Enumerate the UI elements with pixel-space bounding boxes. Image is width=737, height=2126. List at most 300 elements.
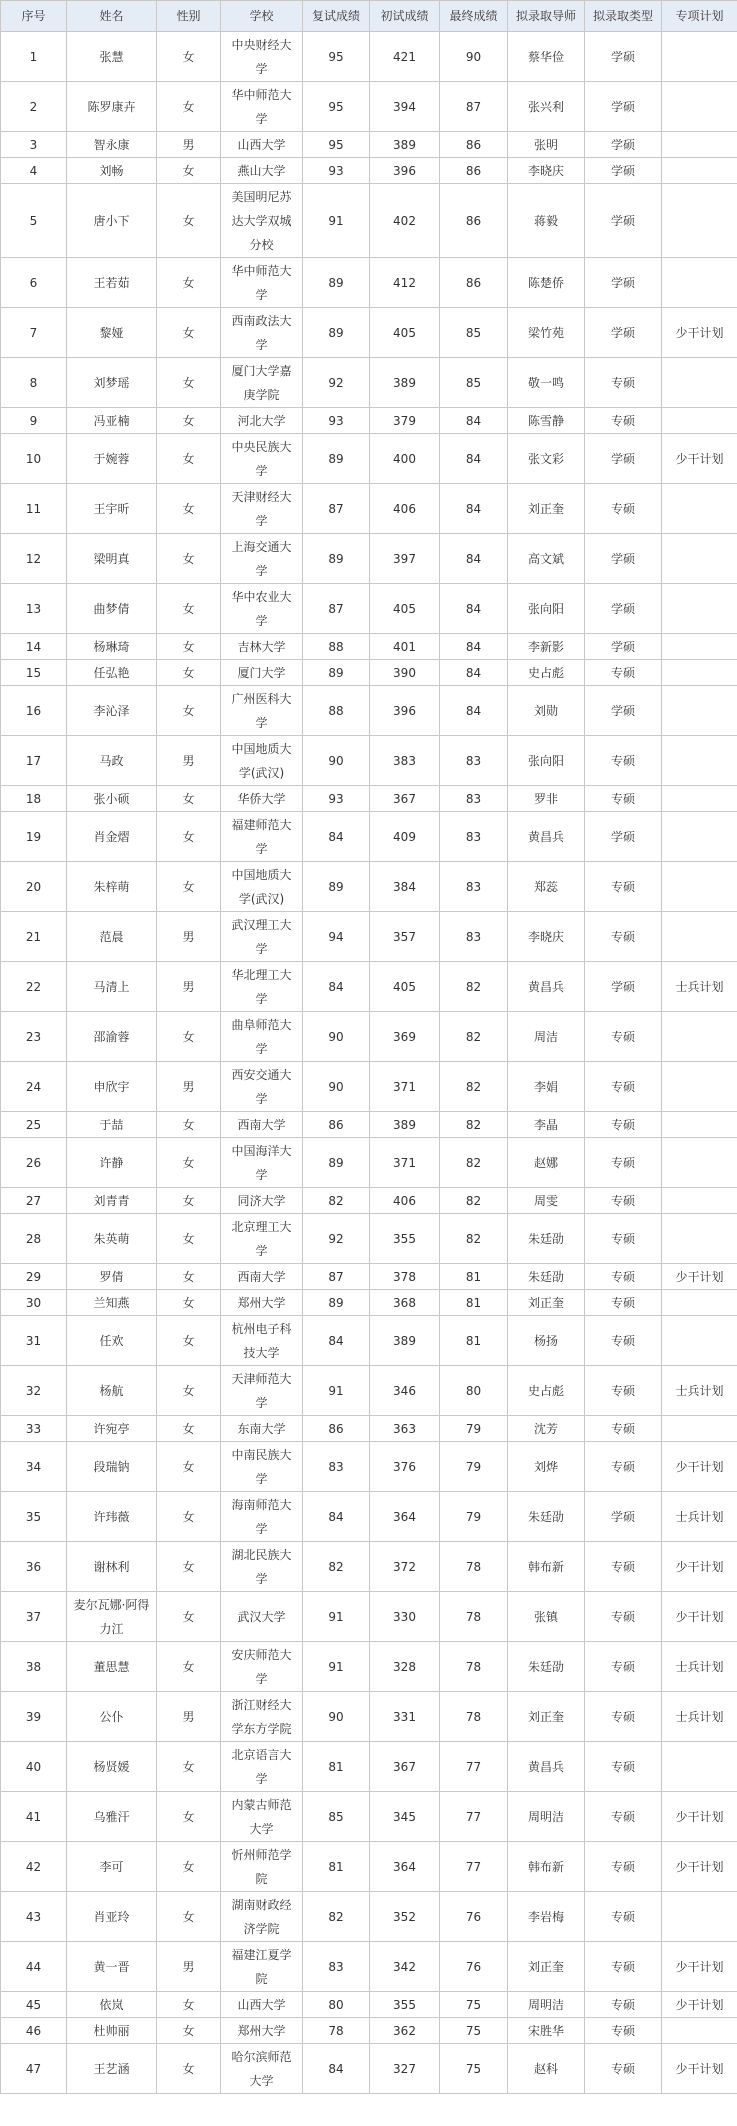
cell-retest: 89 <box>303 862 370 912</box>
cell-retest: 94 <box>303 912 370 962</box>
cell-initial: 409 <box>370 812 440 862</box>
cell-name: 依岚 <box>67 1992 157 2018</box>
cell-initial: 389 <box>370 1316 440 1366</box>
cell-initial: 369 <box>370 1012 440 1062</box>
header-school: 学校 <box>221 1 303 32</box>
cell-retest: 87 <box>303 484 370 534</box>
cell-initial: 342 <box>370 1942 440 1992</box>
cell-gender: 女 <box>157 484 221 534</box>
cell-no: 12 <box>1 534 67 584</box>
cell-retest: 95 <box>303 132 370 158</box>
cell-initial: 357 <box>370 912 440 962</box>
cell-school: 山西大学 <box>221 132 303 158</box>
cell-advisor: 沈芳 <box>508 1416 585 1442</box>
cell-retest: 82 <box>303 1542 370 1592</box>
table-row <box>1 962 737 1012</box>
cell-school: 广州医科大学 <box>221 686 303 736</box>
cell-initial: 371 <box>370 1138 440 1188</box>
table-row <box>1 1264 737 1290</box>
cell-name: 刘青青 <box>67 1188 157 1214</box>
cell-advisor: 张兴利 <box>508 82 585 132</box>
cell-advisor: 韩布新 <box>508 1842 585 1892</box>
cell-school: 华中师范大学 <box>221 258 303 308</box>
cell-initial: 368 <box>370 1290 440 1316</box>
cell-plan: 少干计划 <box>662 308 737 358</box>
cell-initial: 406 <box>370 484 440 534</box>
table-row <box>1 2018 737 2044</box>
cell-type: 专硕 <box>585 1012 662 1062</box>
cell-retest: 86 <box>303 1112 370 1138</box>
table-row <box>1 132 737 158</box>
header-advisor: 拟录取导师 <box>508 1 585 32</box>
cell-name: 许宛亭 <box>67 1416 157 1442</box>
cell-final: 78 <box>440 1642 508 1692</box>
cell-final: 86 <box>440 132 508 158</box>
cell-retest: 87 <box>303 1264 370 1290</box>
cell-initial: 328 <box>370 1642 440 1692</box>
cell-final: 78 <box>440 1592 508 1642</box>
cell-no: 19 <box>1 812 67 862</box>
cell-retest: 90 <box>303 1692 370 1742</box>
cell-name: 于喆 <box>67 1112 157 1138</box>
cell-school: 东南大学 <box>221 1416 303 1442</box>
table-row <box>1 1792 737 1842</box>
cell-final: 79 <box>440 1416 508 1442</box>
cell-type: 学硕 <box>585 308 662 358</box>
cell-school: 郑州大学 <box>221 1290 303 1316</box>
cell-initial: 405 <box>370 584 440 634</box>
cell-school: 海南师范大学 <box>221 1492 303 1542</box>
cell-school: 武汉大学 <box>221 1592 303 1642</box>
cell-name: 李沁泽 <box>67 686 157 736</box>
cell-gender: 女 <box>157 1112 221 1138</box>
cell-retest: 88 <box>303 686 370 736</box>
cell-advisor: 赵科 <box>508 2044 585 2094</box>
cell-plan <box>662 812 737 862</box>
cell-final: 84 <box>440 686 508 736</box>
cell-retest: 91 <box>303 184 370 258</box>
table-row <box>1 82 737 132</box>
cell-gender: 男 <box>157 912 221 962</box>
cell-gender: 女 <box>157 1264 221 1290</box>
cell-plan <box>662 1290 737 1316</box>
cell-initial: 378 <box>370 1264 440 1290</box>
cell-plan <box>662 634 737 660</box>
cell-initial: 406 <box>370 1188 440 1214</box>
cell-type: 专硕 <box>585 1992 662 2018</box>
cell-retest: 95 <box>303 82 370 132</box>
cell-initial: 327 <box>370 2044 440 2094</box>
cell-name: 冯亚楠 <box>67 408 157 434</box>
cell-retest: 91 <box>303 1592 370 1642</box>
cell-advisor: 梁竹苑 <box>508 308 585 358</box>
header-initial: 初试成绩 <box>370 1 440 32</box>
cell-school: 厦门大学 <box>221 660 303 686</box>
cell-school: 天津财经大学 <box>221 484 303 534</box>
cell-final: 76 <box>440 1892 508 1942</box>
cell-advisor: 周雯 <box>508 1188 585 1214</box>
table-row <box>1 1742 737 1792</box>
cell-gender: 女 <box>157 1592 221 1642</box>
cell-type: 学硕 <box>585 584 662 634</box>
cell-no: 7 <box>1 308 67 358</box>
cell-no: 11 <box>1 484 67 534</box>
cell-name: 段瑞钠 <box>67 1442 157 1492</box>
cell-no: 38 <box>1 1642 67 1692</box>
cell-plan <box>662 1742 737 1792</box>
cell-retest: 80 <box>303 1992 370 2018</box>
cell-gender: 女 <box>157 1642 221 1692</box>
table-row <box>1 258 737 308</box>
cell-name: 黎娅 <box>67 308 157 358</box>
cell-name: 公仆 <box>67 1692 157 1742</box>
cell-plan <box>662 132 737 158</box>
cell-gender: 女 <box>157 812 221 862</box>
table-row <box>1 434 737 484</box>
table-row <box>1 660 737 686</box>
cell-name: 任欢 <box>67 1316 157 1366</box>
cell-school: 湖北民族大学 <box>221 1542 303 1592</box>
cell-no: 39 <box>1 1692 67 1742</box>
cell-school: 华中师范大学 <box>221 82 303 132</box>
table-row <box>1 786 737 812</box>
table-row <box>1 736 737 786</box>
cell-initial: 367 <box>370 1742 440 1792</box>
cell-no: 17 <box>1 736 67 786</box>
cell-no: 37 <box>1 1592 67 1642</box>
table-row <box>1 308 737 358</box>
cell-retest: 93 <box>303 786 370 812</box>
cell-retest: 93 <box>303 158 370 184</box>
cell-name: 智永康 <box>67 132 157 158</box>
cell-no: 31 <box>1 1316 67 1366</box>
table-row <box>1 1692 737 1742</box>
cell-final: 84 <box>440 584 508 634</box>
cell-plan: 士兵计划 <box>662 1366 737 1416</box>
cell-school: 武汉理工大学 <box>221 912 303 962</box>
table-row <box>1 1992 737 2018</box>
cell-type: 专硕 <box>585 1442 662 1492</box>
cell-type: 学硕 <box>585 82 662 132</box>
cell-plan <box>662 1188 737 1214</box>
cell-gender: 女 <box>157 158 221 184</box>
cell-initial: 389 <box>370 132 440 158</box>
cell-name: 于婉蓉 <box>67 434 157 484</box>
cell-plan <box>662 484 737 534</box>
table-row <box>1 2044 737 2094</box>
table-row <box>1 862 737 912</box>
cell-gender: 女 <box>157 1366 221 1416</box>
cell-retest: 78 <box>303 2018 370 2044</box>
cell-name: 王艺涵 <box>67 2044 157 2094</box>
cell-gender: 女 <box>157 1492 221 1542</box>
cell-advisor: 刘正奎 <box>508 1692 585 1742</box>
cell-plan: 少干计划 <box>662 1942 737 1992</box>
cell-retest: 95 <box>303 32 370 82</box>
cell-no: 41 <box>1 1792 67 1842</box>
cell-gender: 女 <box>157 786 221 812</box>
cell-no: 32 <box>1 1366 67 1416</box>
cell-no: 20 <box>1 862 67 912</box>
cell-retest: 84 <box>303 1492 370 1542</box>
cell-advisor: 高文斌 <box>508 534 585 584</box>
cell-advisor: 郑蕊 <box>508 862 585 912</box>
cell-plan <box>662 358 737 408</box>
cell-retest: 86 <box>303 1416 370 1442</box>
cell-final: 77 <box>440 1842 508 1892</box>
cell-no: 28 <box>1 1214 67 1264</box>
cell-advisor: 李晓庆 <box>508 158 585 184</box>
cell-plan: 少干计划 <box>662 1542 737 1592</box>
cell-final: 83 <box>440 786 508 812</box>
cell-initial: 383 <box>370 736 440 786</box>
cell-name: 陈罗康卉 <box>67 82 157 132</box>
cell-type: 专硕 <box>585 1062 662 1112</box>
cell-school: 郑州大学 <box>221 2018 303 2044</box>
cell-final: 82 <box>440 962 508 1012</box>
cell-final: 81 <box>440 1264 508 1290</box>
table-row <box>1 584 737 634</box>
cell-type: 专硕 <box>585 1742 662 1792</box>
cell-gender: 男 <box>157 736 221 786</box>
cell-advisor: 朱廷劭 <box>508 1214 585 1264</box>
cell-gender: 女 <box>157 1792 221 1842</box>
cell-school: 西南政法大学 <box>221 308 303 358</box>
cell-final: 77 <box>440 1742 508 1792</box>
header-name: 姓名 <box>67 1 157 32</box>
cell-no: 42 <box>1 1842 67 1892</box>
cell-gender: 男 <box>157 962 221 1012</box>
cell-no: 4 <box>1 158 67 184</box>
cell-plan: 少干计划 <box>662 2044 737 2094</box>
cell-initial: 405 <box>370 308 440 358</box>
cell-type: 专硕 <box>585 1138 662 1188</box>
cell-final: 87 <box>440 82 508 132</box>
cell-plan <box>662 1892 737 1942</box>
cell-name: 肖亚玲 <box>67 1892 157 1942</box>
cell-name: 马政 <box>67 736 157 786</box>
cell-advisor: 杨扬 <box>508 1316 585 1366</box>
table-body <box>1 32 737 2094</box>
cell-type: 专硕 <box>585 1692 662 1742</box>
cell-plan <box>662 2018 737 2044</box>
table-row <box>1 1112 737 1138</box>
cell-final: 84 <box>440 660 508 686</box>
cell-plan <box>662 660 737 686</box>
cell-school: 中央民族大学 <box>221 434 303 484</box>
cell-school: 北京语言大学 <box>221 1742 303 1792</box>
cell-final: 75 <box>440 2018 508 2044</box>
cell-school: 内蒙古师范大学 <box>221 1792 303 1842</box>
cell-school: 浙江财经大学东方学院 <box>221 1692 303 1742</box>
cell-name: 兰知燕 <box>67 1290 157 1316</box>
cell-no: 22 <box>1 962 67 1012</box>
cell-no: 2 <box>1 82 67 132</box>
cell-final: 84 <box>440 484 508 534</box>
cell-type: 学硕 <box>585 32 662 82</box>
cell-no: 5 <box>1 184 67 258</box>
cell-plan: 少干计划 <box>662 1842 737 1892</box>
cell-advisor: 罗非 <box>508 786 585 812</box>
cell-final: 82 <box>440 1012 508 1062</box>
cell-school: 湖南财政经济学院 <box>221 1892 303 1942</box>
cell-initial: 355 <box>370 1992 440 2018</box>
cell-final: 83 <box>440 862 508 912</box>
table-row <box>1 912 737 962</box>
cell-type: 学硕 <box>585 962 662 1012</box>
cell-final: 84 <box>440 408 508 434</box>
cell-name: 梁明真 <box>67 534 157 584</box>
cell-initial: 405 <box>370 962 440 1012</box>
cell-plan <box>662 1416 737 1442</box>
cell-retest: 84 <box>303 1316 370 1366</box>
cell-advisor: 朱廷劭 <box>508 1642 585 1692</box>
cell-retest: 90 <box>303 736 370 786</box>
table-row <box>1 1942 737 1992</box>
cell-type: 专硕 <box>585 660 662 686</box>
cell-retest: 82 <box>303 1188 370 1214</box>
table-row <box>1 484 737 534</box>
cell-advisor: 宋胜华 <box>508 2018 585 2044</box>
cell-name: 张慧 <box>67 32 157 82</box>
cell-advisor: 刘正奎 <box>508 1942 585 1992</box>
cell-gender: 女 <box>157 434 221 484</box>
cell-gender: 女 <box>157 1842 221 1892</box>
cell-name: 朱英萌 <box>67 1214 157 1264</box>
cell-retest: 90 <box>303 1012 370 1062</box>
cell-initial: 401 <box>370 634 440 660</box>
cell-plan <box>662 786 737 812</box>
table-row <box>1 358 737 408</box>
cell-retest: 81 <box>303 1842 370 1892</box>
cell-gender: 女 <box>157 308 221 358</box>
cell-type: 学硕 <box>585 686 662 736</box>
cell-name: 曲梦倩 <box>67 584 157 634</box>
cell-name: 唐小下 <box>67 184 157 258</box>
cell-type: 专硕 <box>585 1842 662 1892</box>
cell-no: 15 <box>1 660 67 686</box>
cell-school: 华侨大学 <box>221 786 303 812</box>
cell-gender: 女 <box>157 1992 221 2018</box>
cell-initial: 390 <box>370 660 440 686</box>
cell-no: 10 <box>1 434 67 484</box>
header-retest: 复试成绩 <box>303 1 370 32</box>
cell-no: 33 <box>1 1416 67 1442</box>
cell-name: 范晨 <box>67 912 157 962</box>
header-final: 最终成绩 <box>440 1 508 32</box>
cell-advisor: 刘勋 <box>508 686 585 736</box>
cell-advisor: 周明洁 <box>508 1992 585 2018</box>
table-row <box>1 1188 737 1214</box>
cell-plan <box>662 184 737 258</box>
cell-advisor: 黄昌兵 <box>508 1742 585 1792</box>
table-row <box>1 184 737 258</box>
cell-plan <box>662 258 737 308</box>
cell-school: 中南民族大学 <box>221 1442 303 1492</box>
cell-no: 35 <box>1 1492 67 1542</box>
cell-gender: 女 <box>157 2044 221 2094</box>
table-row <box>1 1366 737 1416</box>
cell-no: 13 <box>1 584 67 634</box>
cell-advisor: 史占彪 <box>508 660 585 686</box>
cell-gender: 女 <box>157 1138 221 1188</box>
cell-final: 75 <box>440 1992 508 2018</box>
cell-gender: 男 <box>157 1692 221 1742</box>
cell-plan <box>662 32 737 82</box>
cell-final: 85 <box>440 358 508 408</box>
cell-name: 肖金熠 <box>67 812 157 862</box>
cell-school: 中央财经大学 <box>221 32 303 82</box>
cell-gender: 女 <box>157 82 221 132</box>
cell-final: 82 <box>440 1138 508 1188</box>
cell-gender: 女 <box>157 1214 221 1264</box>
cell-no: 36 <box>1 1542 67 1592</box>
table-row <box>1 1138 737 1188</box>
cell-type: 学硕 <box>585 1492 662 1542</box>
cell-final: 75 <box>440 2044 508 2094</box>
cell-retest: 84 <box>303 2044 370 2094</box>
cell-final: 77 <box>440 1792 508 1842</box>
cell-advisor: 敬一鸣 <box>508 358 585 408</box>
cell-no: 45 <box>1 1992 67 2018</box>
cell-retest: 89 <box>303 1290 370 1316</box>
cell-plan <box>662 1062 737 1112</box>
cell-initial: 394 <box>370 82 440 132</box>
table-row <box>1 1316 737 1366</box>
cell-plan <box>662 1214 737 1264</box>
cell-name: 张小硕 <box>67 786 157 812</box>
cell-no: 27 <box>1 1188 67 1214</box>
cell-advisor: 史占彪 <box>508 1366 585 1416</box>
cell-gender: 女 <box>157 634 221 660</box>
cell-type: 专硕 <box>585 862 662 912</box>
cell-advisor: 李新影 <box>508 634 585 660</box>
cell-plan: 少干计划 <box>662 434 737 484</box>
cell-retest: 92 <box>303 1214 370 1264</box>
cell-plan <box>662 584 737 634</box>
cell-final: 83 <box>440 736 508 786</box>
cell-no: 26 <box>1 1138 67 1188</box>
cell-type: 专硕 <box>585 786 662 812</box>
cell-retest: 88 <box>303 634 370 660</box>
cell-plan: 少干计划 <box>662 1792 737 1842</box>
cell-type: 专硕 <box>585 2018 662 2044</box>
header-row <box>1 1 737 32</box>
cell-school: 中国海洋大学 <box>221 1138 303 1188</box>
cell-type: 学硕 <box>585 534 662 584</box>
cell-type: 学硕 <box>585 158 662 184</box>
table-row <box>1 1290 737 1316</box>
cell-plan <box>662 1012 737 1062</box>
cell-final: 79 <box>440 1492 508 1542</box>
cell-initial: 367 <box>370 786 440 812</box>
cell-final: 81 <box>440 1290 508 1316</box>
cell-initial: 396 <box>370 158 440 184</box>
cell-no: 16 <box>1 686 67 736</box>
cell-type: 专硕 <box>585 1942 662 1992</box>
cell-school: 哈尔滨师范大学 <box>221 2044 303 2094</box>
cell-final: 86 <box>440 184 508 258</box>
cell-final: 78 <box>440 1542 508 1592</box>
cell-advisor: 朱廷劭 <box>508 1492 585 1542</box>
cell-school: 燕山大学 <box>221 158 303 184</box>
cell-no: 40 <box>1 1742 67 1792</box>
cell-retest: 89 <box>303 534 370 584</box>
cell-name: 董思慧 <box>67 1642 157 1692</box>
cell-no: 44 <box>1 1942 67 1992</box>
table-row <box>1 634 737 660</box>
cell-initial: 396 <box>370 686 440 736</box>
